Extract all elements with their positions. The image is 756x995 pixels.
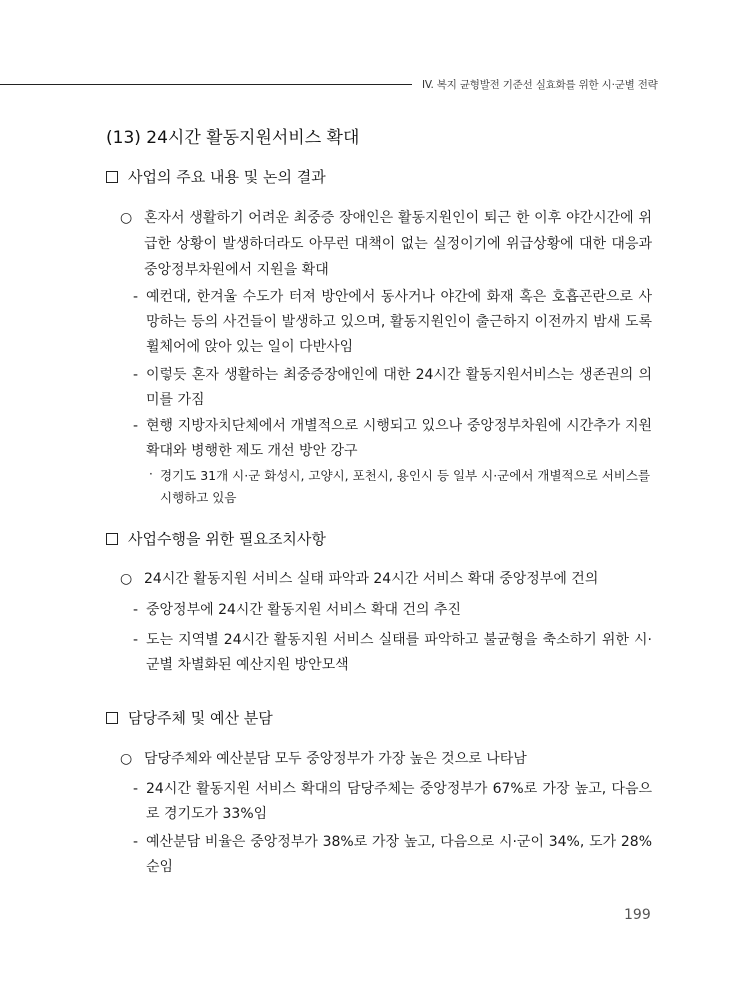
bullet-text: 24시간 활동지원 서비스 실태 파악과 24시간 서비스 확대 중앙정부에 건의 — [144, 571, 599, 587]
dash-item — [133, 598, 652, 623]
dash-text: 예산분담 비율은 중앙정부가 38%로 가장 높고, 다음으로 시·군이 34%, 도가 28%순임 — [146, 834, 652, 875]
dash-marker: - — [133, 289, 139, 305]
bullet-item — [120, 566, 652, 592]
header-rule — [0, 84, 412, 85]
dash-text: 도는 지역별 24시간 활동지원 서비스 실태를 파악하고 불균형을 축소하기 위한 시·군별 차별화된 예산지원 방안모색 — [146, 632, 652, 673]
bullet-text: 담당주체와 예산분담 모두 중앙정부가 가장 높은 것으로 나타남 — [144, 751, 527, 767]
note-text: 경기도 31개 시·군 화성시, 고양시, 포천시, 용인시 등 일부 시·군에서 개별적으로 서비스를 시행하고 있음 — [160, 468, 651, 505]
dash-marker: - — [133, 418, 139, 434]
dash-marker: - — [133, 632, 139, 648]
dash-text: 24시간 활동지원 서비스 확대의 담당주체는 중앙정부가 67%로 가장 높고, 다음으로 경기도가 33%임 — [146, 781, 652, 822]
dash-item — [133, 414, 652, 464]
circle-bullet-icon: ○ — [120, 571, 133, 587]
checkbox-square-icon — [106, 171, 118, 183]
running-header: IV. 복지 균형발전 기준선 실효화를 위한 시·군별 전략 — [422, 79, 658, 91]
checkbox-square-icon — [106, 712, 118, 724]
checkbox-square-icon — [106, 533, 118, 545]
dash-item — [133, 628, 652, 678]
section-heading-2 — [106, 528, 326, 549]
dash-marker: - — [133, 367, 139, 383]
page-number: 199 — [624, 907, 651, 923]
section-heading-1 — [106, 166, 326, 187]
dash-item — [133, 777, 652, 827]
circle-bullet-icon: ○ — [120, 751, 133, 767]
dash-marker: - — [133, 781, 139, 797]
section-heading-text: 사업수행을 위한 필요조치사항 — [128, 530, 326, 548]
dash-item — [133, 830, 652, 880]
section-heading-text: 담당주체 및 예산 분담 — [128, 709, 273, 727]
section-heading-3 — [106, 707, 273, 728]
dash-text: 중앙정부에 24시간 활동지원 서비스 확대 건의 추진 — [146, 602, 461, 618]
bullet-item — [120, 746, 652, 772]
dash-item — [133, 363, 652, 413]
dash-text: 예컨대, 한겨울 수도가 터져 방안에서 동사거나 야간에 화재 혹은 호흡곤란으로 사망하는 등의 사건들이 발생하고 있으며, 활동지원인이 출근하지 이전까지 밤새 도록 휠체어에 앉아 있는 일이 다반사임 — [146, 289, 652, 355]
dash-marker: - — [133, 834, 139, 850]
dot-marker: · — [149, 467, 153, 481]
dash-text: 이렇듯 혼자 생활하는 최중증장애인에 대한 24시간 활동지원서비스는 생존권의 의미를 가짐 — [146, 367, 652, 408]
section-title: (13) 24시간 활동지원서비스 확대 — [106, 128, 360, 148]
bullet-item — [120, 205, 652, 283]
section-heading-text: 사업의 주요 내용 및 논의 결과 — [128, 168, 326, 186]
dash-item — [133, 285, 652, 360]
bullet-text: 혼자서 생활하기 어려운 최중증 장애인은 활동지원인이 퇴근 한 이후 야간시간에 위급한 상황이 발생하더라도 아무런 대책이 없는 실정이기에 위급상황에 대한 대응과 중앙정부차원에서 지원을 확대 — [144, 210, 652, 278]
dash-marker: - — [133, 602, 139, 618]
note-item — [149, 465, 652, 509]
circle-bullet-icon: ○ — [120, 210, 133, 226]
dash-text: 현행 지방자치단체에서 개별적으로 시행되고 있으나 중앙정부차원에 시간추가 지원 확대와 병행한 제도 개선 방안 강구 — [146, 418, 652, 459]
